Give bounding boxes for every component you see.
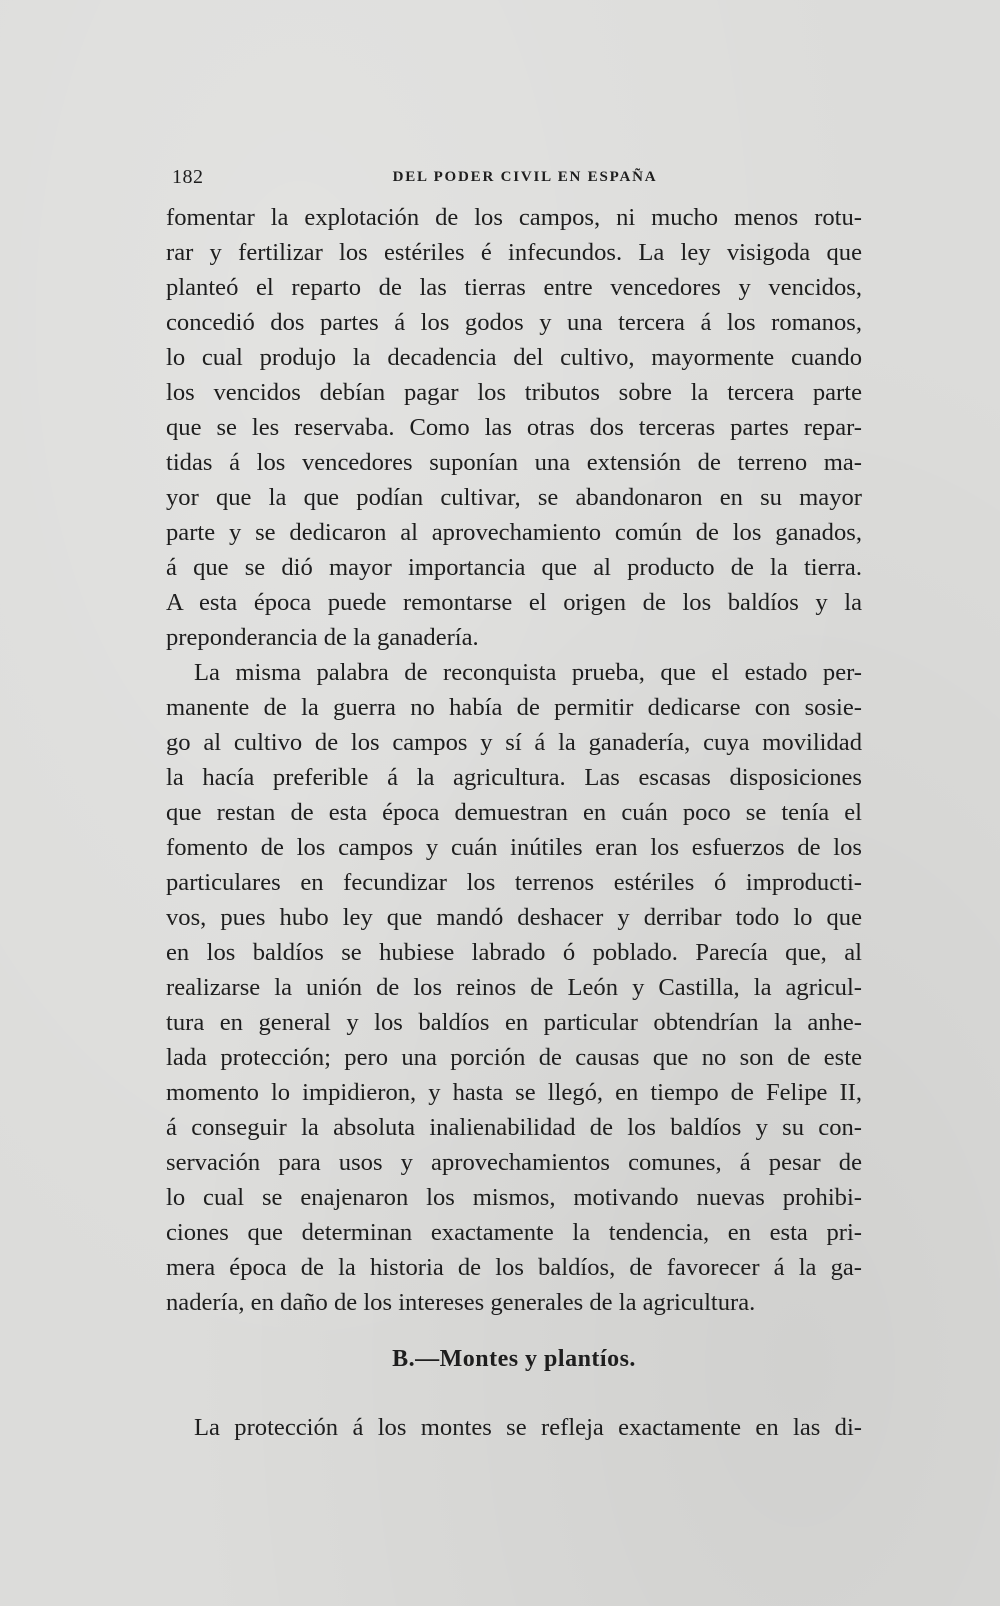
text-line: mera época de la historia de los baldíos, de favorecer á la ga- [166, 1254, 862, 1281]
text-line: tidas á los vencedores suponían una extensión de terreno ma- [166, 449, 862, 476]
text-line: á conseguir la absoluta inalienabilidad de los baldíos y su con- [166, 1114, 862, 1141]
paragraph-1 [166, 200, 862, 655]
text-line: servación para usos y aprovechamientos comunes, á pesar de [166, 1149, 862, 1176]
text-line: lo cual se enajenaron los mismos, motivando nuevas prohibi- [166, 1184, 862, 1211]
text-line: parte y se dedicaron al aprovechamiento común de los ganados, [166, 519, 862, 546]
text-line: ciones que determinan exactamente la tendencia, en esta pri- [166, 1219, 862, 1246]
text-line: yor que la que podían cultivar, se abandonaron en su mayor [166, 484, 862, 511]
text-line: que restan de esta época demuestran en cuán poco se tenía el [166, 799, 862, 826]
text-line: vos, pues hubo ley que mandó deshacer y derribar todo lo que [166, 904, 862, 931]
text-line: momento lo impidieron, y hasta se llegó, en tiempo de Felipe II, [166, 1079, 862, 1106]
page-header [172, 166, 878, 192]
paragraph-2 [166, 655, 862, 1320]
text-line: lo cual produjo la decadencia del cultivo, mayormente cuando [166, 344, 862, 371]
text-line: que se les reservaba. Como las otras dos terceras partes repar- [166, 414, 862, 441]
text-line: manente de la guerra no había de permitir dedicarse con sosie- [166, 694, 862, 721]
text-line: lada protección; pero una porción de causas que no son de este [166, 1044, 862, 1071]
running-title: DEL PODER CIVIL EN ESPAÑA [392, 169, 658, 185]
text-line: go al cultivo de los campos y sí á la ganadería, cuya movilidad [166, 729, 862, 756]
text-line: La protección á los montes se refleja exactamente en las di- [194, 1414, 862, 1441]
text-line: á que se dió mayor importancia que al producto de la tierra. [166, 554, 862, 581]
text-line: A esta época puede remontarse el origen de los baldíos y la [166, 589, 862, 616]
text-line: en los baldíos se hubiese labrado ó poblado. Parecía que, al [166, 939, 862, 966]
text-line: La misma palabra de reconquista prueba, que el estado per- [194, 659, 862, 686]
text-line: nadería, en daño de los intereses generales de la agricultura. [166, 1289, 756, 1316]
text-line: planteó el reparto de las tierras entre vencedores y vencidos, [166, 274, 862, 301]
text-line: rar y fertilizar los estériles é infecundos. La ley visigoda que [166, 239, 862, 266]
text-line: los vencidos debían pagar los tributos sobre la tercera parte [166, 379, 862, 406]
body-text [166, 200, 862, 1320]
page-number: 182 [172, 166, 204, 188]
text-line: la hacía preferible á la agricultura. Las escasas disposiciones [166, 764, 862, 791]
text-line: fomento de los campos y cuán inútiles eran los esfuerzos de los [166, 834, 862, 861]
text-line: fomentar la explotación de los campos, ni mucho menos rotu- [166, 204, 862, 231]
section-heading: B.—Montes y plantíos. [392, 1346, 636, 1372]
text-line: tura en general y los baldíos en particular obtendrían la anhe- [166, 1009, 862, 1036]
text-line: particulares en fecundizar los terrenos estériles ó improducti- [166, 869, 862, 896]
text-line: concedió dos partes á los godos y una tercera á los romanos, [166, 309, 862, 336]
text-line: preponderancia de la ganadería. [166, 624, 479, 651]
text-line: realizarse la unión de los reinos de León y Castilla, la agricul- [166, 974, 862, 1001]
closing-paragraph [166, 1410, 862, 1445]
